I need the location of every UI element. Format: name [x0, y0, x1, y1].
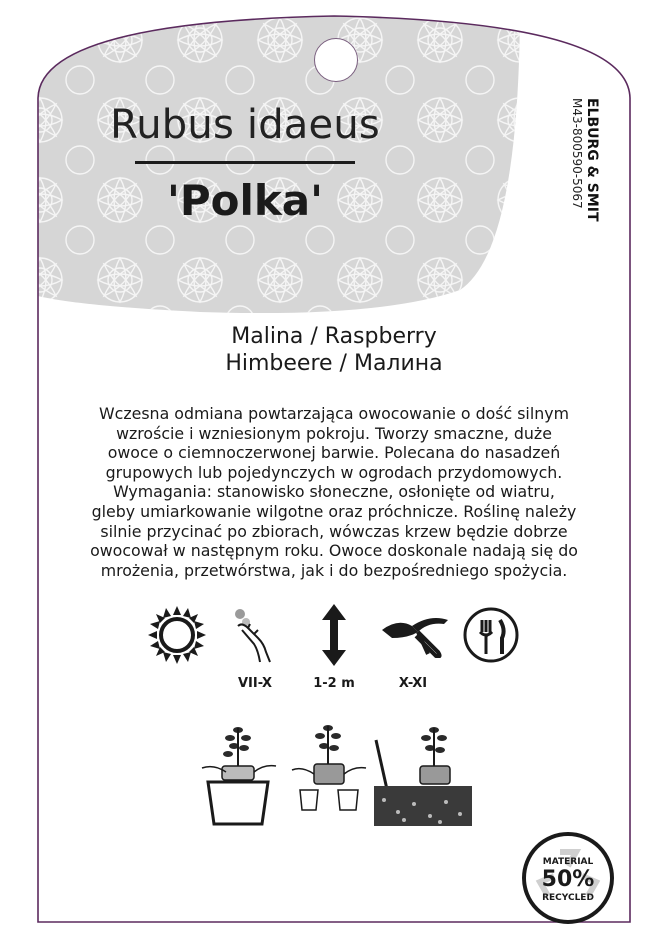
full-sun-icon	[148, 606, 206, 664]
water-roots-icon	[288, 718, 368, 830]
description-line: Wymagania: stanowisko słoneczne, osłonięte od wiatru,	[113, 482, 555, 502]
description-line: mrożenia, przetwórstwa, jak i do bezpośredniego spożycia.	[100, 560, 568, 580]
brand-name: ELBURG & SMIT	[584, 98, 600, 222]
common-names-line-2: Himbeere / Малина	[225, 351, 443, 376]
pruning-months: X-XI	[398, 676, 428, 691]
product-code: M43-800590-5067	[570, 98, 584, 209]
harvest-months: VII-X	[237, 676, 273, 691]
description-line: Wczesna odmiana powtarzająca owocowanie o dość silnym	[99, 404, 569, 423]
description	[60, 404, 608, 580]
badge-text-recycled: RECYCLED	[542, 893, 594, 903]
botanical-name: Rubus idaeus	[110, 102, 380, 148]
pruning-shears-icon	[378, 612, 450, 658]
description-line: wzroście i wzniesionym pokroju. Tworzy smaczne, duże	[116, 423, 552, 443]
recycled-material-badge	[520, 830, 616, 926]
edible-cutlery-icon	[462, 606, 520, 664]
badge-text-material: MATERIAL	[542, 857, 594, 867]
description-line: owocował w następnym roku. Owoce doskonale nadają się do	[90, 541, 578, 561]
remove-pot-icon	[198, 720, 278, 828]
plant-in-ground-icon	[374, 720, 472, 828]
description-line: owoce o ciemnoczerwonej barwie. Polecana do nasadzeń	[107, 443, 561, 463]
cultivar-name: 'Polka'	[166, 176, 324, 225]
height-arrow-icon	[320, 604, 348, 666]
hang-hole	[314, 38, 358, 82]
harvest-hand-icon	[228, 604, 280, 664]
description-line: grupowych lub pojedynczych w ogrodach przydomowych.	[105, 462, 563, 482]
title-divider	[135, 161, 355, 164]
plant-height: 1-2 m	[313, 676, 355, 691]
badge-text-percent: 50%	[541, 867, 595, 892]
common-names-line-1: Malina / Raspberry	[231, 324, 437, 349]
description-line: silnie przycinać po zbiorach, wówczas krzew będzie dobrze	[100, 521, 568, 541]
description-line: gleby umiarkowanie wilgotne oraz próchnicze. Roślinę należy	[91, 501, 577, 521]
